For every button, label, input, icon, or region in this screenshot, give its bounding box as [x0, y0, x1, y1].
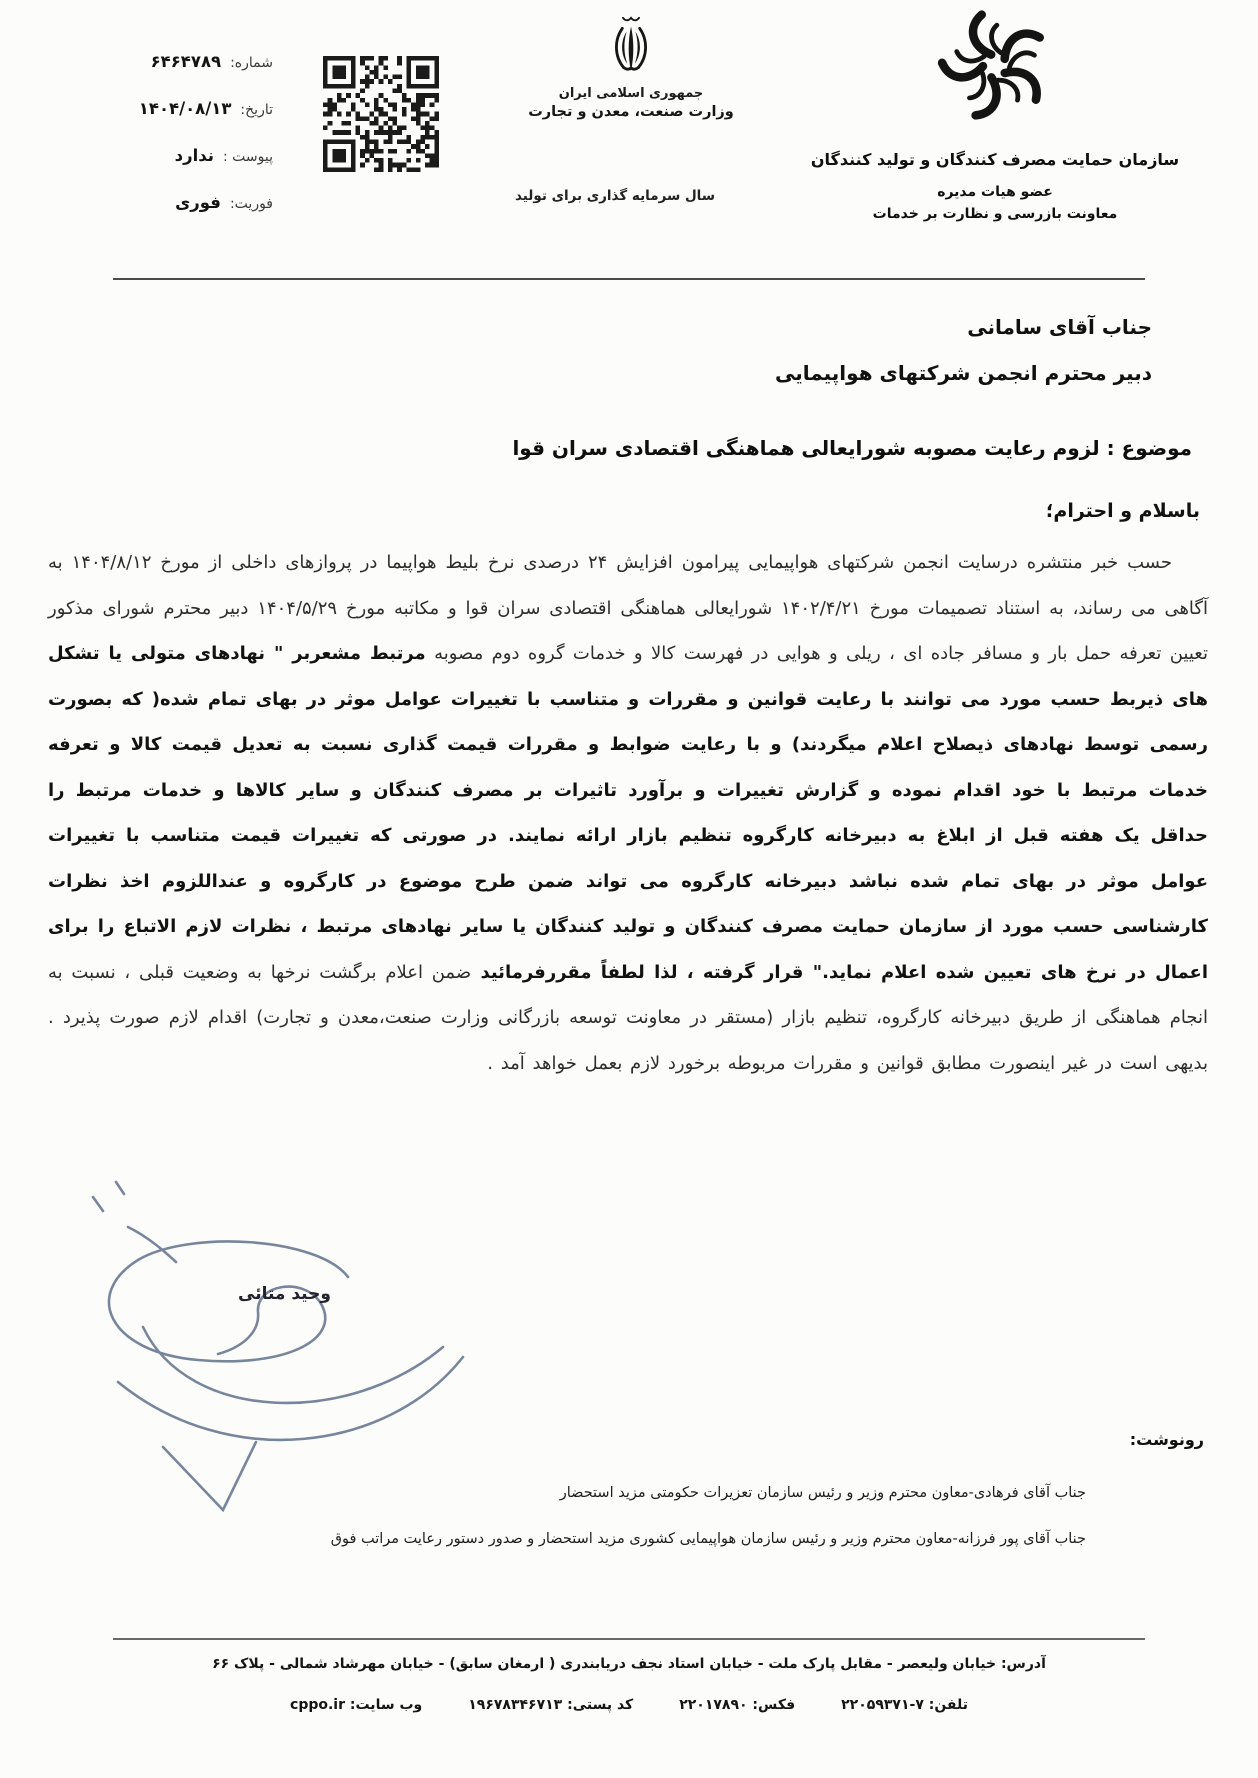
- qr-code: [323, 56, 439, 172]
- meta-row-attachment: [88, 146, 273, 193]
- footer-postal-code: کد پستی: ۱۹۶۷۸۳۴۶۷۱۳: [468, 1697, 634, 1713]
- body-quoted-resolution: مرتبط مشعربر " نهادهای متولی یا تشکل های ذیربط حسب مورد می توانند با رعایت قوانین و مقررات و متناسب با تغییرات عوامل موثر در بهای تمام شده( که بصورت رسمی توسط نهادهای ذیصلاح اعلام میگردند) و با رعایت ضوابط و مقررات قیمت گذاری نسبت به تعدیل قیمت کالا و تعرفه خدمات مرتبط با خود اقدام نموده و گزارش تغییرات و برآورد تاثیرات بر مصرف کنندگان و سایر کالاها و خدمات مرتبط را حداقل یک هفته قبل از ابلاغ به دبیرخانه کارگروه تنظیم بازار ارائه نمایند. در صورتی که تغییرات قیمت متناسب با تغییرات عوامل موثر در بهای تمام شده نباشد دبیرخانه کارگروه می تواند ضمن طرح موضوع در کارگروه و عنداللزوم اخذ نظرات کارشناسی حسب مورد از سازمان حمایت مصرف کنندگان و تولید کنندگان یا سایر نهادهای مرتبط ، نظرات لازم الاتباع را برای اعمال در نرخ های تعیین شده اعلام نماید." قرار گرفته ، لذا لطفاً مقررفرمائید: [48, 643, 1208, 983]
- country-name: جمهوری اسلامی ایران: [558, 86, 704, 101]
- salutation-line: باسلام و احترام؛: [1045, 500, 1200, 522]
- iran-emblem-icon: [600, 12, 662, 82]
- letter-body: [48, 540, 1208, 1086]
- footer-contact-row: [0, 1697, 1258, 1713]
- urgency-label: فوریت:: [229, 196, 273, 212]
- date-label: تاریخ:: [240, 102, 273, 118]
- attachment-label: پیوست :: [223, 149, 273, 165]
- date-value: ۱۴۰۴/۰۸/۱۳: [138, 99, 232, 118]
- recipient-block: [775, 304, 1152, 396]
- ministry-name: وزارت صنعت، معدن و تجارت: [528, 104, 734, 120]
- body-part-3: ضمن اعلام برگشت نرخها به وضعیت قبلی ، نسبت به انجام هماهنگی از طریق دبیرخانه کارگروه، تنظیم بازار (مستقر در معاونت توسعه بازرگانی وزارت صنعت،معدن و تجارت) اقدام لازم صورت پذیرد . بدیهی است در غیر اینصورت مطابق قوانین و مقررات مربوطه برخورد لازم بعمل خواهد آمد .: [48, 961, 1208, 1074]
- subject-line: موضوع : لزوم رعایت مصوبه شورایعالی هماهنگی اقتصادی سران قوا: [512, 436, 1192, 460]
- body-part-1: حسب خبر منتشره درسایت انجمن شرکتهای هواپیمایی پیرامون افزایش ۲۴ درصدی نرخ بلیط هواپیما در پروازهای داخلی از مورخ ۱۴۰۴/۸/۱۲ به آگاهی می رساند، به استناد تصمیمات مورخ ۱۴۰۲/۴/۲۱ شورایعالی هماهنگی اقتصادی سران قوا و مکاتبه مورخ ۱۴۰۴/۵/۲۹ دبیر محترم شورای مذکور تعیین تعرفه حمل بار و مسافر جاده ای ، ریلی و هوایی در فهرست کالا و خدمات گروه دوم مصوبه: [48, 552, 1208, 664]
- letter-meta-block: [88, 52, 273, 240]
- year-slogan: سال سرمایه گذاری برای تولید: [514, 188, 715, 204]
- meta-row-number: [88, 52, 273, 99]
- footer-fax: فکس: ۲۲۰۱۷۸۹۰: [679, 1697, 796, 1713]
- attachment-value: ندارد: [174, 146, 214, 165]
- signatory-name: وحید متائی: [238, 1284, 331, 1304]
- footer-divider: [113, 1638, 1145, 1640]
- cc-list: [331, 1470, 1086, 1562]
- cc-label: رونوشت:: [1129, 1430, 1204, 1449]
- recipient-title: دبیر محترم انجمن شرکتهای هواپیمایی: [774, 361, 1152, 385]
- organization-subline-1: عضو هیات مدیره: [937, 184, 1053, 200]
- cc-item: جناب آقای فرهادی-معاون محترم وزیر و رئیس سازمان تعزیرات حکومتی مزید استحضار: [559, 1485, 1086, 1501]
- footer-phone: تلفن: ۷-۲۲۰۵۹۳۷۱: [841, 1697, 968, 1713]
- urgency-value: فوری: [175, 193, 221, 212]
- cc-item: جناب آقای پور فرزانه-معاون محترم وزیر و رئیس سازمان هواپیمایی کشوری مزید استحضار و صدور دستور رعایت مراتب فوق: [330, 1531, 1086, 1547]
- organization-star-icon: [938, 8, 1052, 124]
- header-divider: [113, 278, 1145, 280]
- number-label: شماره:: [230, 55, 273, 71]
- meta-row-date: [88, 99, 273, 146]
- footer-website: وب سایت: cppo.ir: [290, 1697, 423, 1713]
- government-header: [528, 12, 734, 120]
- recipient-name: جناب آقای سامانی: [967, 315, 1152, 339]
- meta-row-urgency: [88, 193, 273, 240]
- organization-name: سازمان حمایت مصرف کنندگان و تولید کنندگان: [810, 150, 1180, 169]
- organization-subline-2: معاونت بازرسی و نظارت بر خدمات: [872, 206, 1118, 222]
- organization-header: [795, 8, 1195, 222]
- footer-address: آدرس: خیابان ولیعصر - مقابل پارک ملت - خیابان استاد نجف دریابندری ( ارمغان سابق) - خیابان مهرشاد شمالی - پلاک ۶۶: [212, 1656, 1046, 1672]
- number-value: ۶۴۶۴۷۸۹: [150, 52, 222, 71]
